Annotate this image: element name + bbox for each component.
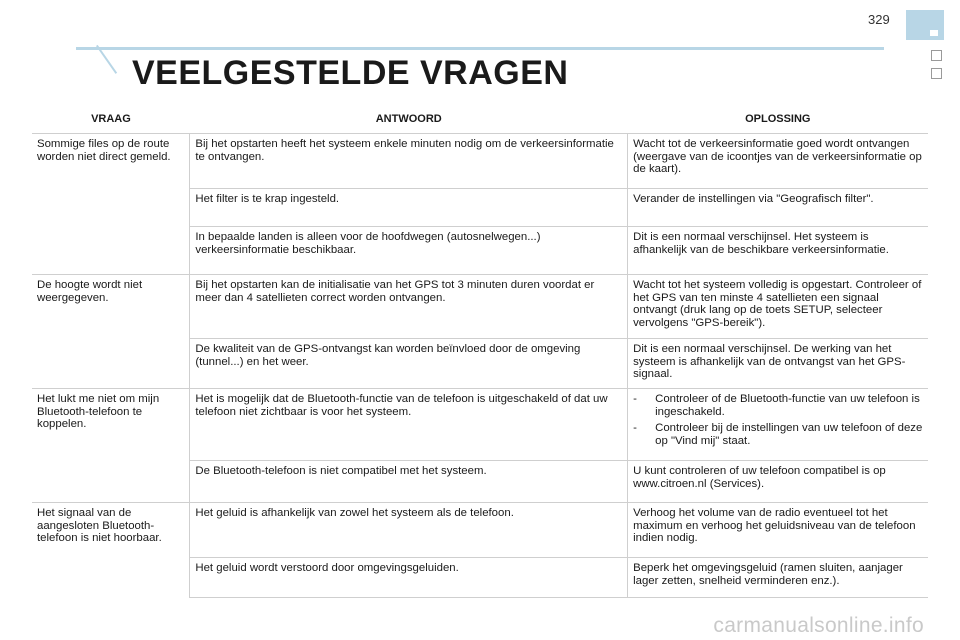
header-solution: OPLOSSING: [628, 106, 928, 134]
answer-cell: Het is mogelijk dat de Bluetooth-functie van de telefoon is uitgeschakeld of dat uw telefoon niet zichtbaar is voor het systeem.: [190, 389, 628, 461]
chapter-tab: [906, 10, 944, 40]
table-header-row: [32, 106, 928, 134]
faq-table: [32, 106, 928, 598]
answer-cell: In bepaalde landen is alleen voor de hoofdwegen (autosnelwegen...) verkeersinformatie beschikbaar.: [190, 227, 628, 275]
solution-cell: Beperk het omgevingsgeluid (ramen sluiten, aanjager lager zetten, snelheid verminderen enz.).: [628, 558, 928, 598]
solution-cell: [628, 389, 928, 461]
table-row: [32, 275, 928, 339]
answer-cell: De kwaliteit van de GPS-ontvangst kan worden beïnvloed door de omgeving (tunnel...) en het weer.: [190, 339, 628, 389]
solution-list: [633, 393, 923, 447]
question-cell: De hoogte wordt niet weergegeven.: [32, 275, 190, 389]
table-row: [32, 389, 928, 461]
answer-cell: De Bluetooth-telefoon is niet compatibel met het systeem.: [190, 461, 628, 503]
question-cell: Sommige files op de route worden niet direct gemeld.: [32, 134, 190, 275]
table-row: [32, 134, 928, 189]
solution-cell: Wacht tot de verkeersinformatie goed wordt ontvangen (weergave van de icoontjes van de verkeersinformatie op de kaart).: [628, 134, 928, 189]
table-row: [32, 503, 928, 558]
question-cell: Het signaal van de aangesloten Bluetooth-telefoon is niet hoorbaar.: [32, 503, 190, 598]
page-title: VEELGESTELDE VRAGEN: [132, 54, 569, 92]
watermark: carmanualsonline.info: [713, 614, 924, 637]
question-cell: Het lukt me niet om mijn Bluetooth-telefoon te koppelen.: [32, 389, 190, 503]
header-answer: ANTWOORD: [190, 106, 628, 134]
title-rule: [76, 47, 884, 50]
side-box-1: [931, 50, 942, 61]
solution-cell: U kunt controleren of uw telefoon compatibel is op www.citroen.nl (Services).: [628, 461, 928, 503]
page-number: 329: [868, 12, 890, 27]
solution-cell: Dit is een normaal verschijnsel. De werking van het systeem is afhankelijk van de ontvangst van het GPS-signaal.: [628, 339, 928, 389]
answer-cell: Bij het opstarten heeft het systeem enkele minuten nodig om de verkeersinformatie te ontvangen.: [190, 134, 628, 189]
solution-list-item: - Controleer bij de instellingen van uw telefoon of deze op "Vind mij" staat.: [633, 422, 923, 447]
answer-cell: Het filter is te krap ingesteld.: [190, 189, 628, 227]
solution-cell: Dit is een normaal verschijnsel. Het systeem is afhankelijk van de beschikbare verkeersinformatie.: [628, 227, 928, 275]
answer-cell: Het geluid is afhankelijk van zowel het systeem als de telefoon.: [190, 503, 628, 558]
answer-cell: Bij het opstarten kan de initialisatie van het GPS tot 3 minuten duren voordat er meer dan 4 satellieten correct worden ontvangen.: [190, 275, 628, 339]
solution-cell: Wacht tot het systeem volledig is opgestart. Controleer of het GPS van ten minste 4 satellieten een signaal ontvangt (druk lang op de toets SETUP, selecteer vervolgens "GPS-bereik").: [628, 275, 928, 339]
solution-cell: Verhoog het volume van de radio eventueel tot het maximum en verhoog het geluidsniveau van de telefoon indien nodig.: [628, 503, 928, 558]
tab-marker: [930, 30, 938, 36]
header-question: VRAAG: [32, 106, 190, 134]
solution-list-item: - Controleer of de Bluetooth-functie van uw telefoon is ingeschakeld.: [633, 393, 923, 418]
answer-cell: Het geluid wordt verstoord door omgevingsgeluiden.: [190, 558, 628, 598]
solution-cell: Verander de instellingen via "Geografisch filter".: [628, 189, 928, 227]
side-box-2: [931, 68, 942, 79]
